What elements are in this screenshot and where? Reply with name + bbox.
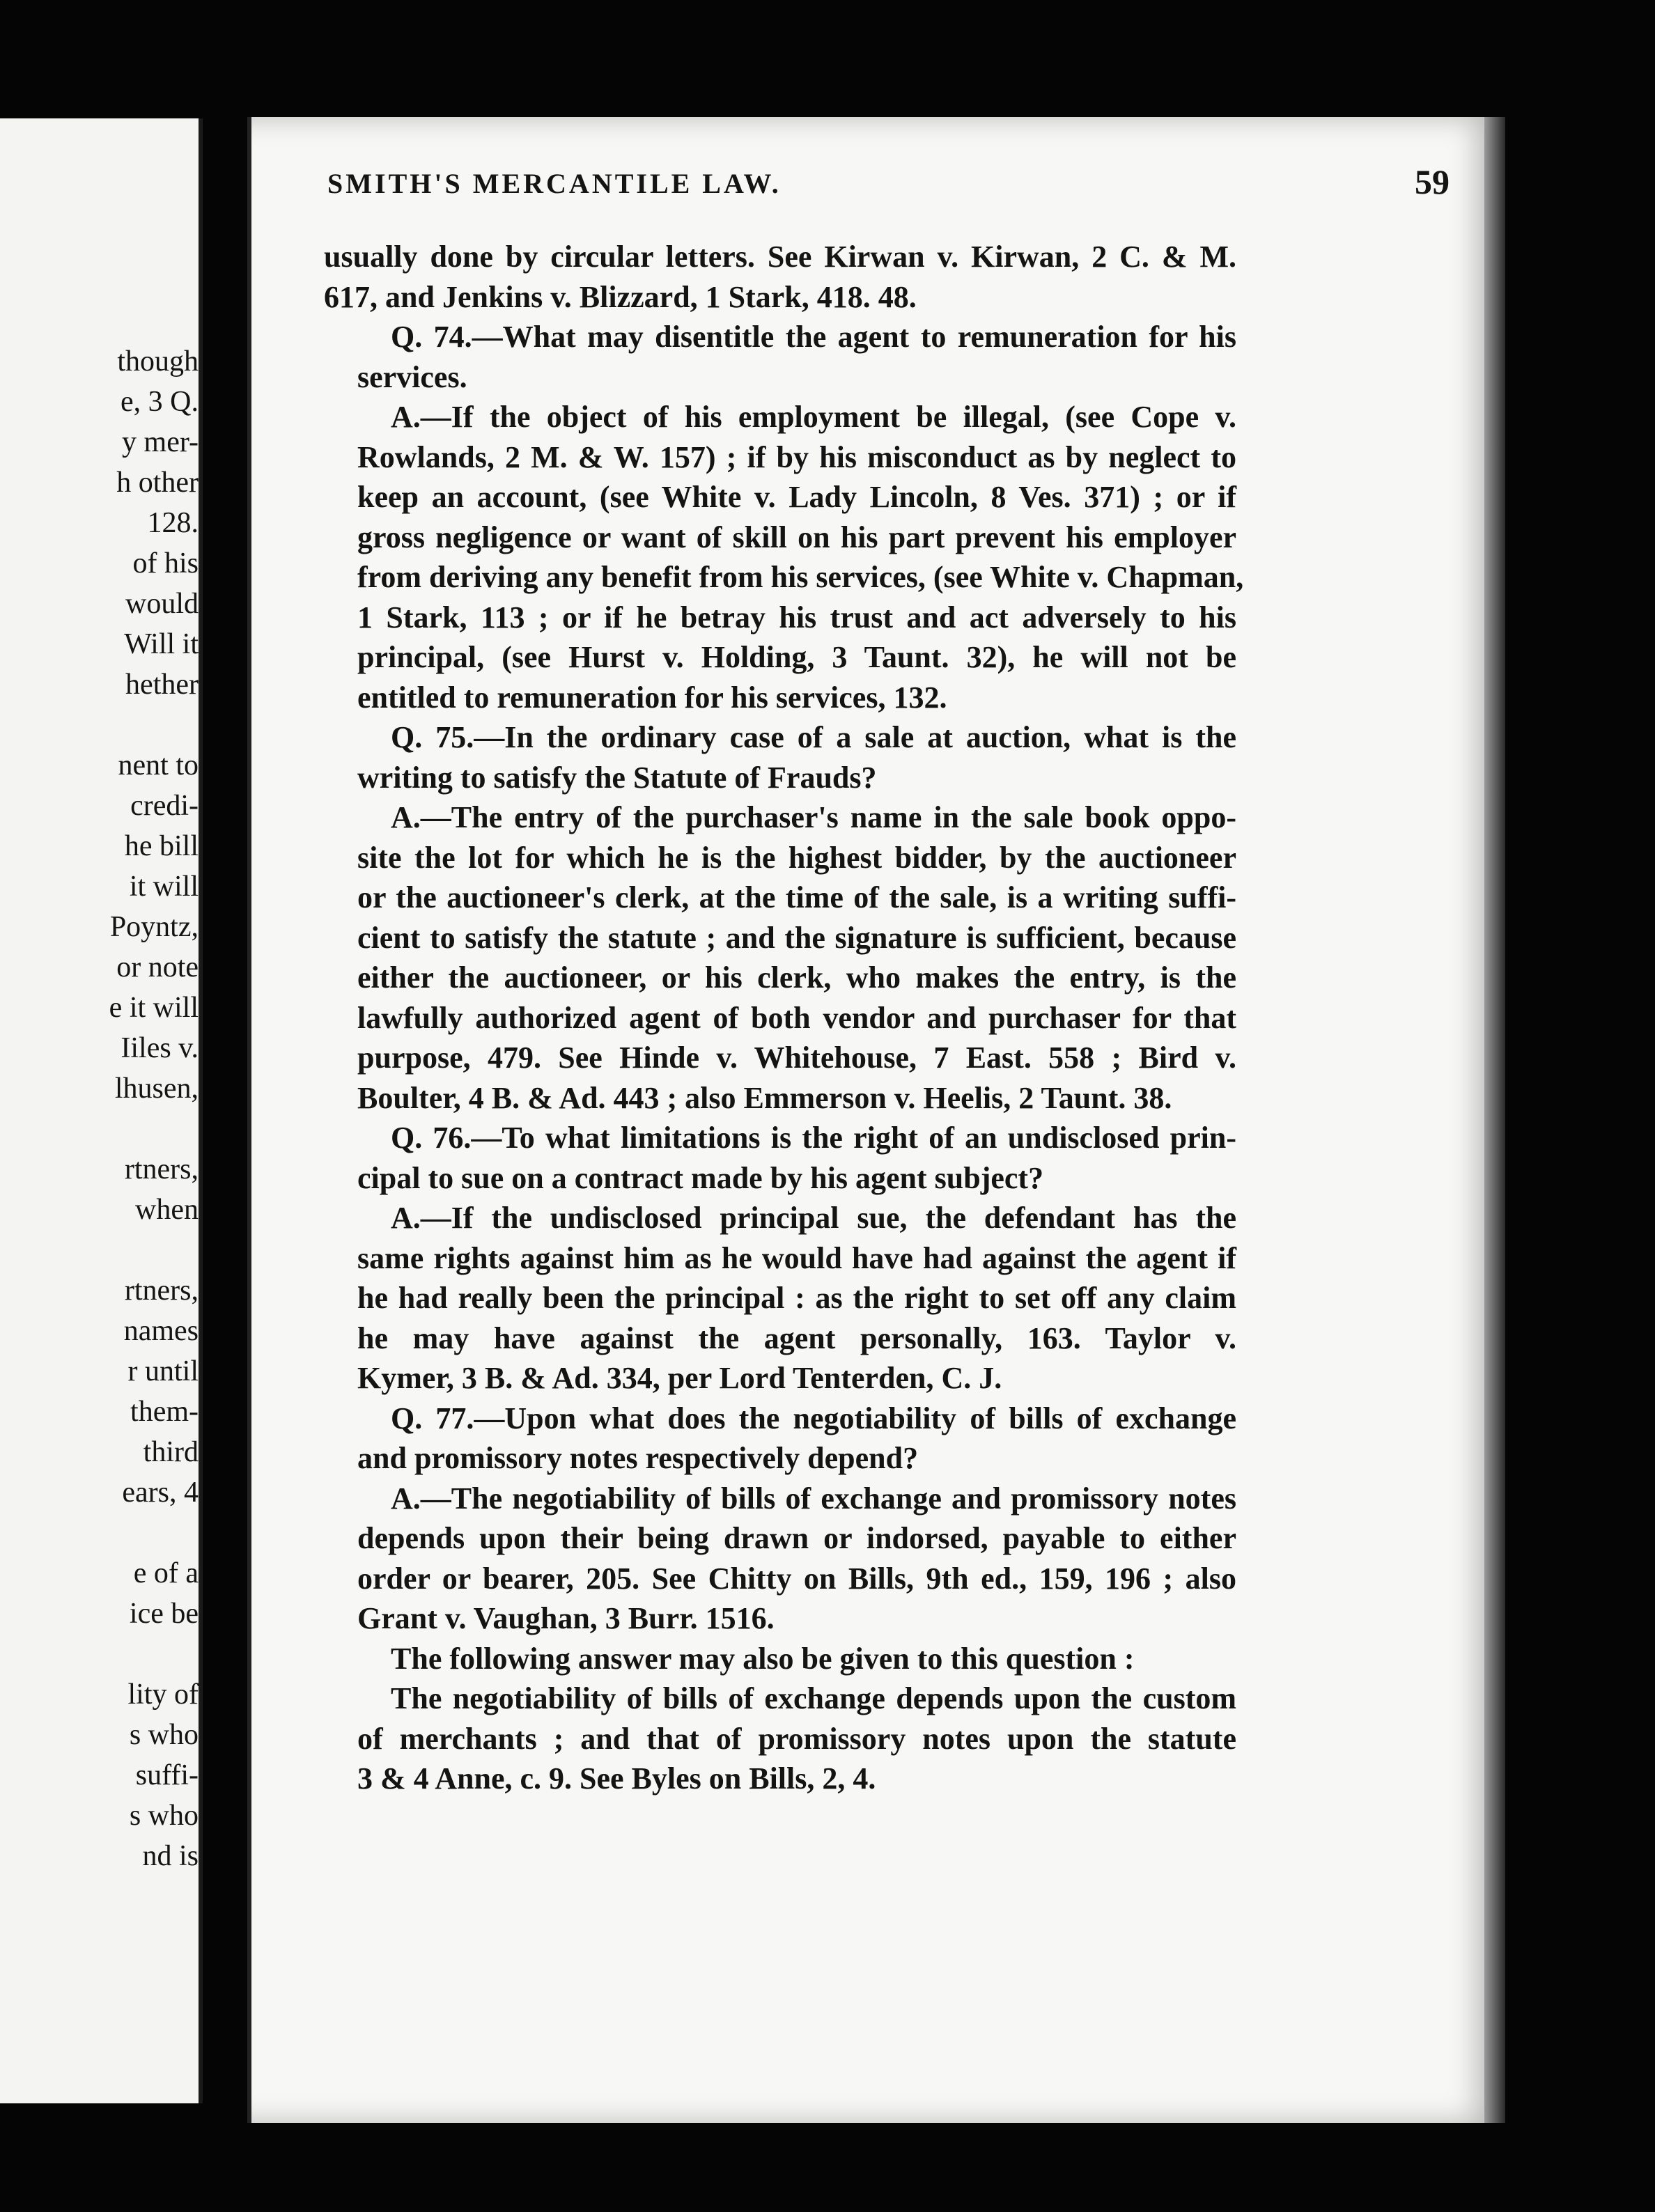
previous-page-line: Poyntz,	[109, 911, 199, 943]
previous-page-line: e, 3 Q.	[121, 386, 199, 418]
previous-page-line	[0, 705, 203, 745]
previous-page-line: rtners,	[124, 1275, 199, 1307]
text-line: and promissory notes respectively depend?	[357, 1441, 919, 1475]
previous-page-line: s who	[129, 1800, 199, 1832]
previous-page-line: credi-	[130, 790, 199, 822]
previous-page-line	[0, 1109, 203, 1149]
previous-page-line	[0, 1230, 203, 1270]
previous-page-line: lhusen,	[114, 1073, 199, 1105]
text-line: site the lot for which he is the highest bidder, by the auctioneer	[357, 840, 1236, 875]
text-line: A.—The entry of the purchaser's name in the sale book oppo-	[391, 800, 1236, 834]
previous-page-line: suffi-	[135, 1759, 199, 1791]
text-line: principal, (see Hurst v. Holding, 3 Taunt. 32), he will not be	[357, 640, 1236, 674]
text-line: usually done by circular letters. See Kirwan v. Kirwan, 2 C. & M.	[324, 240, 1236, 274]
text-line: lawfully authorized agent of both vendor and purchaser for that	[357, 1000, 1236, 1035]
text-line: A.—The negotiability of bills of exchange and promissory notes	[391, 1481, 1236, 1516]
previous-page-line: h other	[116, 467, 199, 499]
text-line: Q. 74.—What may disentitle the agent to remuneration for his	[391, 320, 1236, 354]
text-line: 1 Stark, 113 ; or if he betray his trust and act adversely to his	[357, 600, 1236, 634]
text-line: Q. 76.—To what limitations is the right of an undisclosed prin-	[391, 1121, 1236, 1155]
paragraph	[324, 1198, 1236, 1399]
text-line: Q. 77.—Upon what does the negotiability of bills of exchange	[391, 1401, 1236, 1435]
paragraph	[324, 1679, 1236, 1799]
text-line: same rights against him as he would have had against the agent if	[357, 1240, 1236, 1275]
previous-page-line: though	[117, 345, 199, 377]
previous-page-text	[0, 341, 199, 1876]
text-line: Kymer, 3 B. & Ad. 334, per Lord Tenterden, C. J.	[357, 1361, 1002, 1395]
previous-page-line: s who	[129, 1719, 199, 1751]
previous-page-line: third	[143, 1436, 199, 1468]
previous-page-line: of his	[132, 547, 199, 579]
text-line: of merchants ; and that of promissory notes upon the statute	[357, 1721, 1236, 1756]
running-head	[327, 162, 1450, 209]
previous-page-line: hether	[125, 669, 199, 701]
previous-page-line: lity of	[127, 1679, 199, 1711]
text-line: he had really been the principal : as the right to set off any claim	[357, 1281, 1236, 1315]
previous-page-line: nent to	[118, 749, 199, 781]
paragraph	[324, 717, 1236, 797]
running-head-title: SMITH'S MERCANTILE LAW.	[327, 168, 782, 199]
previous-page-line: nd is	[142, 1840, 199, 1872]
text-line: The negotiability of bills of exchange depends upon the custom	[391, 1681, 1236, 1715]
text-line: keep an account, (see White v. Lady Lincoln, 8 Ves. 371) ; or if	[357, 480, 1236, 514]
text-line: from deriving any benefit from his services, (see White v. Chapman,	[357, 560, 1244, 594]
text-line: writing to satisfy the Statute of Frauds?	[357, 760, 877, 795]
previous-page-line: would	[125, 588, 199, 620]
paragraph	[324, 797, 1236, 1118]
text-line: or the auctioneer's clerk, at the time of the sale, is a writing suffi-	[357, 880, 1236, 914]
previous-page-line: e it will	[109, 992, 199, 1024]
previous-page-line: names	[123, 1315, 199, 1347]
text-line: A.—If the object of his employment be illegal, (see Cope v.	[391, 400, 1236, 434]
text-line: Rowlands, 2 M. & W. 157) ; if by his misconduct as by neglect to	[357, 439, 1236, 474]
previous-page-line: Will it	[124, 628, 199, 660]
paragraph	[324, 1118, 1236, 1198]
text-line: Q. 75.—In the ordinary case of a sale at auction, what is the	[391, 720, 1236, 754]
previous-page-line: when	[135, 1194, 199, 1226]
paragraph	[324, 317, 1236, 397]
text-line: Grant v. Vaughan, 3 Burr. 1516.	[357, 1601, 775, 1635]
previous-page-line	[0, 1513, 203, 1553]
text-line: cipal to sue on a contract made by his agent subject?	[357, 1160, 1044, 1195]
text-line: he may have against the agent personally, 163. Taylor v.	[357, 1321, 1236, 1355]
previous-page-line: ears, 4	[122, 1477, 199, 1509]
previous-page-line: it will	[129, 871, 199, 903]
previous-page-line: or note	[116, 951, 199, 983]
previous-page-line: ice be	[129, 1598, 199, 1630]
text-line: order or bearer, 205. See Chitty on Bills, 9th ed., 159, 196 ; also	[357, 1561, 1236, 1596]
previous-page-line: them-	[130, 1396, 199, 1428]
text-line: either the auctioneer, or his clerk, who makes the entry, is the	[357, 960, 1236, 995]
text-line: purpose, 479. See Hinde v. Whitehouse, 7 East. 558 ; Bird v.	[357, 1041, 1236, 1075]
previous-page-line: r until	[127, 1355, 199, 1387]
paragraph	[324, 1479, 1236, 1639]
previous-page-line: 128.	[147, 507, 199, 539]
text-line: A.—If the undisclosed principal sue, the defendant has the	[391, 1201, 1236, 1235]
text-line: 617, and Jenkins v. Blizzard, 1 Stark, 418. 48.	[324, 279, 917, 314]
paragraph	[324, 1399, 1236, 1479]
body-text	[324, 237, 1244, 1799]
page-edge-shadow	[1484, 117, 1505, 2123]
previous-page-line	[0, 1634, 203, 1674]
page-number: 59	[1415, 162, 1450, 201]
text-line: 3 & 4 Anne, c. 9. See Byles on Bills, 2, 4.	[357, 1761, 876, 1796]
previous-page-line: y mer-	[122, 426, 199, 458]
previous-page-line: rtners,	[124, 1153, 199, 1185]
previous-page-line: e of a	[133, 1557, 199, 1589]
text-line: services.	[357, 359, 467, 394]
text-line: The following answer may also be given to this question :	[391, 1641, 1135, 1676]
previous-page-line: Iiles v.	[121, 1032, 199, 1064]
text-line: gross negligence or want of skill on his part prevent his employer	[357, 520, 1236, 554]
paragraph	[324, 237, 1236, 317]
text-line: Boulter, 4 B. & Ad. 443 ; also Emmerson v. Heelis, 2 Taunt. 38.	[357, 1080, 1172, 1115]
paragraph	[324, 397, 1244, 717]
text-line: entitled to remuneration for his services, 132.	[357, 680, 947, 715]
previous-page-line: he bill	[124, 830, 199, 862]
paragraph	[324, 1639, 1236, 1679]
previous-page	[0, 118, 203, 2103]
text-line: cient to satisfy the statute ; and the signature is sufficient, because	[357, 920, 1236, 955]
text-line: depends upon their being drawn or indorsed, payable to either	[357, 1521, 1236, 1555]
